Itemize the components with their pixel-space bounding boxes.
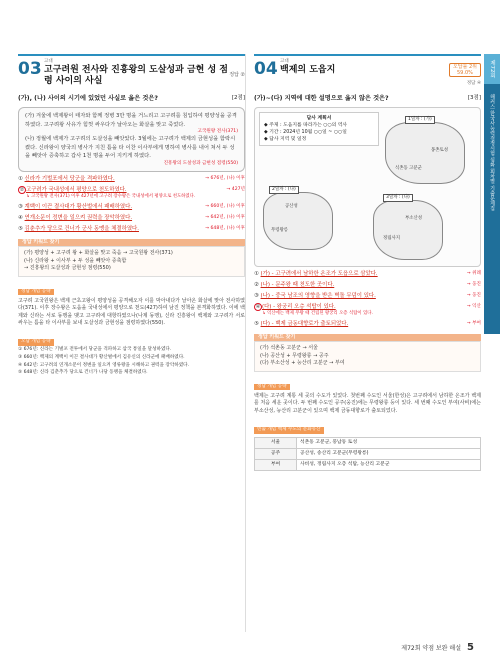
option-number: ② (254, 282, 261, 288)
answer-label: 정답 ④ (466, 81, 481, 86)
option-number: ④ (18, 214, 25, 221)
option-item (254, 270, 481, 278)
option-text: 고구려가 국내성에서 평양으로 천도하였다. (26, 186, 127, 193)
option-list (254, 270, 481, 328)
map-label-day1: 1일차 : (가) (405, 116, 435, 124)
explanation-text: 백제는 고구려 계통 세 곳의 수도가 있었다. 첫번째 수도인 서울(한성)은 고구려에서 남하한 온조가 백제를 처음 세운 곳이다. 두 번째 수도인 공주(웅진)에는 무령왕릉 등이 있다. 세 번째 수도인 부여(사비)에는 부소산성, 능산리 고분군이 있으며 백제 금동대향로가 출토되었다. (254, 392, 481, 414)
keyword-line: (다) 부소산성 + 능산리 고분군 → 부여 (260, 360, 345, 367)
option-item (18, 203, 245, 211)
region-seoul (385, 122, 465, 184)
answer-label: 정답 ② (229, 72, 245, 78)
field-trip-map (254, 107, 481, 267)
pin-seokchon: 석촌동 고분군 (395, 166, 422, 171)
question-header (18, 54, 245, 90)
option-item (254, 281, 481, 289)
option-explanation: ↳ 고국원왕 전사(371) 이후 427년에 고구려 장수왕은 국내성에서 평양으로 천도하였다. (26, 193, 196, 199)
option-number: ⑤ (254, 321, 261, 327)
explanation-tag: 정답 개념 공략 (18, 289, 54, 296)
option-annotation: → 676년, (나) 이후 (205, 175, 245, 181)
stem-text: (가)~(다) 지역에 대한 설명으로 옳지 않은 것은? (254, 95, 389, 102)
pin-gongsanseong: 공산성 (285, 204, 298, 209)
pin-jeongnimsa: 정림사지 (383, 236, 400, 241)
wrong-note: ⑤ 648년: 신라 김춘추가 당으로 건너가 나당 동맹을 체결하였다. (18, 370, 148, 376)
points-label: [2점] (231, 95, 245, 101)
option-annotation: → 427년 (226, 186, 245, 192)
option-text: 김춘추가 당으로 건너가 군사 동맹을 체결하였다. (24, 225, 139, 232)
option-text: (다) - 왕궁리 오층 석탑이 있다. (262, 304, 336, 310)
question-title: 백제의 도읍지 (280, 65, 336, 75)
side-round-tag: 제72회 (484, 54, 500, 84)
keyword-box (254, 341, 481, 372)
option-text: (나) - 중국 남조의 영향을 받은 벽돌 무덤이 있다. (260, 293, 376, 299)
legend-title: 답사 계획서 (306, 116, 332, 121)
option-annotation: → 부여 (466, 321, 481, 326)
option-list (18, 175, 245, 233)
explanation-tag: 정답 개념 공략 (254, 384, 290, 391)
question-title: 고구려원 전사와 진흥왕의 도살성과 금현 성 점령 사이의 사실 (44, 65, 228, 86)
option-annotation: → 위례 (466, 271, 481, 276)
option-number: ④ (255, 304, 261, 310)
table-row: 부여 사비성, 정림사지 오층 석탑, 능산리 고분군 (255, 460, 481, 471)
question-era: 고대 (280, 59, 289, 64)
option-text: (가) - 고구려에서 남하한 온조가 도읍으로 삼았다. (260, 271, 378, 277)
option-number: ③ (254, 293, 261, 299)
column-divider (245, 54, 246, 632)
question-header (254, 54, 481, 90)
points-label: [3점] (467, 95, 481, 101)
table-row: 공주 공산성, 송산리 고분군(무령왕릉) (255, 449, 481, 460)
page-footer (401, 642, 474, 653)
option-annotation: → 648년, (나) 이후 (205, 225, 245, 231)
error-rate-badge: 오답률 2위 59.0% (449, 63, 481, 77)
plan-legend (259, 112, 379, 146)
source-b: (나) 정월에 백제가 고구려의 도살성을 빼앗았다. 3월에는 고구려가 백제의 금현성을 함락시켰다. 신라왕이 양국의 병사가 지친 틈을 타 이찬 이사부에게 명하여 병사를 내어 쳐서 두 성을 빼앗아 증축하고 갑사 1천 명을 두어 지키게 하였다. (25, 136, 236, 160)
keyword-box (18, 246, 245, 277)
keyword-section-title: 정답 키워드 찾기 (18, 239, 245, 246)
stem-text: (가), (나) 사이의 시기에 있었던 사실로 옳은 것은? (18, 95, 158, 102)
wrong-note: ④ 642년: 고구려의 연개소문이 정변을 일으켜 영류왕을 시해하고 권력을 장악하였다. (18, 362, 190, 368)
option-annotation: → 웅진 (466, 282, 481, 287)
option-item (254, 320, 481, 328)
question-stem (254, 94, 481, 103)
option-text: 신라가 기벌포에서 당군을 격파하였다. (24, 175, 115, 182)
option-explanation: ↳ 익산에는 백제 무왕 때 건립된 왕궁리 오층 석탑이 있다. (262, 311, 373, 316)
option-number: ③ (18, 203, 25, 210)
side-tab-text: 해커스 한국사능력검정시험 심화 회차별 기출문제집 (489, 94, 495, 211)
keyword-line: (가) 평양성 + 고구려 왕 + 화살을 맞고 죽음 → 고국원왕 전사(371) (24, 249, 173, 256)
option-text: 연개소문이 정변을 일으켜 권력을 장악하였다. (24, 214, 133, 221)
keyword-line: (나) 신라왕 + 이사부 + 두 성을 빼앗아 증축함 (24, 257, 127, 264)
handwritten-note-a: 고국원왕 전사(371) (197, 129, 238, 135)
page-number: 5 (467, 642, 474, 653)
explanation-text: 고구려 고국원왕은 백제 근초고왕이 평양성을 공격해오자 이를 막아내다가 날아온 화살에 맞아 전사하였다(371). 이후 장수왕은 도읍을 국내성에서 평양으로 천도(427)하여 남진 정책을 본격화하였다. 이에 백제와 신라는 서로 동맹을 맺고 고구려에 대항하였으나(나제 동맹), 신라 진흥왕이 백제와 고구려가 서로 싸우는 틈을 타 이사부를 보내 도살성과 금현성을 점령하였다(550). (18, 297, 245, 326)
region-buyeo (373, 200, 443, 260)
legend-line: ◆ 답사 지역 및 일정 (264, 137, 307, 142)
legend-line: ◆ 주제 : 도읍지를 따라가는 ○○의 역사 (264, 123, 348, 128)
option-item (18, 214, 245, 222)
option-item (254, 303, 481, 317)
map-label-day2: 2일차 : (나) (269, 186, 299, 194)
pin-mongchon: 몽촌토성 (431, 148, 448, 153)
pin-busosanseong: 부소산성 (405, 216, 422, 221)
option-item (18, 225, 245, 233)
pin-muryeong-tomb: 무령왕릉 (271, 228, 288, 233)
question-number: 04 (254, 59, 278, 79)
option-number: ① (254, 271, 261, 277)
source-a: (가) 겨울에 백제왕이 태자와 함께 정병 3만 명을 거느리고 고구려를 침입하여 평양성을 공격하였다. 고구려왕 사유가 힘껏 싸우다가 날아오는 화살을 맞고 죽었다. (25, 113, 237, 128)
option-text: 계백이 이끈 결사대가 황산벌에서 패배하였다. (24, 203, 133, 210)
wrong-answer-tag: 오답 개념 공략 (18, 339, 54, 346)
wrong-note: ③ 660년: 백제의 계백이 이끈 결사대가 황산벌에서 김유신의 신라군에 패배하였다. (18, 355, 185, 361)
keyword-line: → 진흥왕의 도살성과 금현성 점령(550) (24, 265, 111, 272)
option-annotation: → 웅진 (466, 293, 481, 298)
handwritten-note-b: 진흥왕의 도살성과 금현성 점령(550) (163, 160, 238, 166)
region-gongju (263, 192, 333, 250)
option-number: ⑤ (18, 225, 25, 232)
option-item (254, 292, 481, 300)
keyword-line: (나) 공산성 + 무령왕릉 → 공주 (260, 352, 329, 359)
option-number: ① (18, 175, 25, 182)
option-number: ② (19, 186, 25, 193)
wrong-note: ① 676년: 신라는 기벌포 전투에서 당군을 격파하고 삼국 통일을 달성하였다. (18, 347, 172, 353)
option-text: (나) - 문주왕 때 천도한 곳이다. (260, 282, 335, 288)
keyword-section-title: 정답 키워드 찾기 (254, 334, 481, 341)
frequent-concept-tag: 빈출 개념 백제 수도의 문화유산 (254, 427, 324, 434)
question-stem (18, 94, 245, 103)
option-item (18, 175, 245, 183)
option-item (18, 186, 245, 200)
table-row: 서울 석촌동 고분군, 풍납동 토성 (255, 438, 481, 449)
option-annotation: → 익산 (466, 304, 481, 309)
question-era: 고대 (44, 59, 53, 64)
question-03 (18, 54, 245, 377)
source-box (18, 107, 245, 172)
keyword-line: (가) 석촌동 고분군 → 서울 (260, 345, 318, 351)
heritage-table (254, 437, 481, 471)
option-text: (다) - 백제 금동대향로가 출토되었다. (260, 321, 349, 327)
map-label-day3: 3일차 : (다) (383, 194, 413, 202)
question-number: 03 (18, 59, 42, 79)
option-annotation: → 660년, (나) 이후 (205, 203, 245, 209)
footer-text: 제72회 약점 보완 해설 (401, 645, 462, 652)
question-04 (254, 54, 481, 471)
option-annotation: → 642년, (나) 이후 (205, 214, 245, 220)
legend-line: ◆ 기간 : 2024년 10월 ○○일 ~ ○○일 (264, 130, 347, 135)
